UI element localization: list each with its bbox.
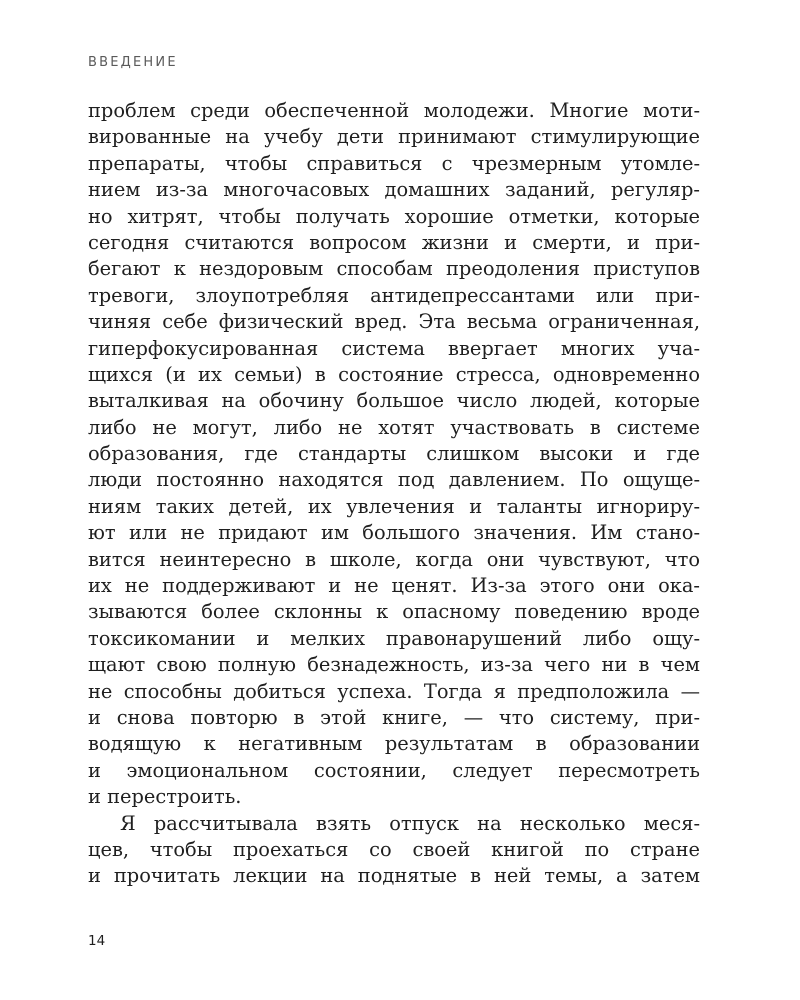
text-line: цев, чтобы проехаться со своей книгой по стране (88, 837, 700, 861)
text-line: водящую к негативным результатам в образовании (88, 732, 700, 756)
page-number: 14 (88, 933, 106, 949)
text-line: тревоги, злоупотребляя антидепрессантами или при- (88, 283, 700, 307)
text-line: люди постоянно находятся под давлением. По ощуще- (88, 468, 700, 492)
text-line: но хитрят, чтобы получать хорошие отметки, которые (88, 204, 700, 228)
text-line: бегают к нездоровым способам преодоления приступов (88, 257, 700, 281)
text-line: образования, где стандарты слишком высоки и где (88, 442, 700, 466)
paragraph-last-line: и перестроить. (88, 785, 242, 809)
body-text (88, 98, 700, 890)
text-line: вированные на учебу дети принимают стимулирующие (88, 125, 700, 149)
text-line: нием из-за многочасовых домашних заданий, регуляр- (88, 178, 700, 202)
text-line: и снова повторю в этой книге, — что систему, при- (88, 705, 700, 729)
paragraph-first-line: Я рассчитывала взять отпуск на несколько меся- (120, 811, 700, 835)
text-line: щают свою полную безнадежность, из-за чего ни в чем (88, 653, 700, 677)
text-line: ниям таких детей, их увлечения и таланты игнориру- (88, 494, 700, 518)
text-line: либо не могут, либо не хотят участвовать в системе (88, 415, 700, 439)
text-line: щихся (и их семьи) в состояние стресса, одновременно (88, 362, 700, 386)
text-line: не способны добиться успеха. Тогда я предположила — (88, 679, 700, 703)
text-line: зываются более склонны к опасному поведению вроде (88, 600, 700, 624)
text-line: выталкивая на обочину большое число людей, которые (88, 389, 700, 413)
running-header: ВВЕДЕНИЕ (88, 55, 178, 70)
text-line: проблем среди обеспеченной молодежи. Многие моти- (88, 99, 700, 122)
text-line: гиперфокусированная система ввергает многих уча- (88, 336, 700, 360)
text-line: токсикомании и мелких правонарушений либо ощу- (88, 626, 700, 650)
text-line: ют или не придают им большого значения. Им стано- (88, 521, 700, 545)
text-line: вится неинтересно в школе, когда они чувствуют, что (88, 547, 700, 571)
text-line: чиняя себе физический вред. Эта весьма ограниченная, (88, 310, 700, 334)
text-line: препараты, чтобы справиться с чрезмерным утомле- (88, 151, 700, 175)
text-line: сегодня считаются вопросом жизни и смерти, и при- (88, 230, 700, 254)
text-line: их не поддерживают и не ценят. Из-за этого они ока- (88, 574, 700, 598)
text-line: и прочитать лекции на поднятые в ней темы, а затем (88, 864, 700, 888)
text-line: и эмоциональном состоянии, следует пересмотреть (88, 758, 700, 782)
